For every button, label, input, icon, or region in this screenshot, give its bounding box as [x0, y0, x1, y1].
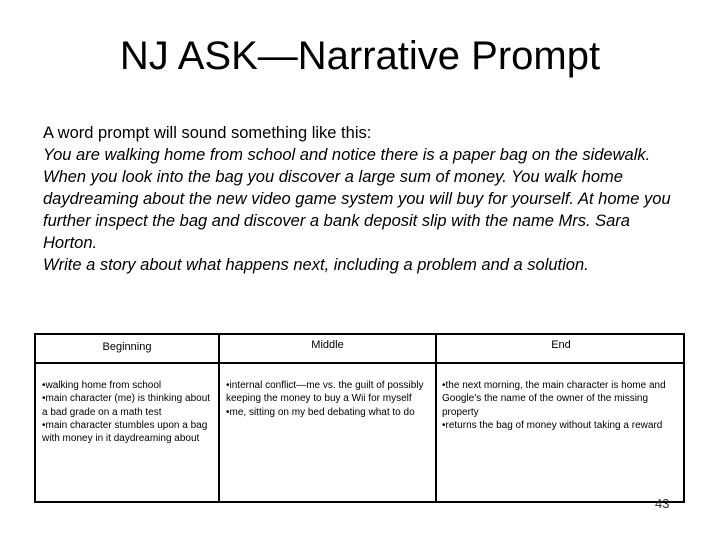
- header-end: End: [551, 339, 571, 351]
- list-item: • main character stumbles upon a bag with money in it daydreaming about: [42, 419, 212, 446]
- list-item: • the next morning, the main character is home and Google’s the name of the owner of the missing property: [442, 379, 678, 419]
- prompt-intro: A word prompt will sound something like this:: [43, 124, 372, 142]
- list-item: • returns the bag of money without taking a reward: [442, 419, 678, 432]
- beginning-notes: [42, 379, 212, 445]
- prompt-instruction: Write a story about what happens next, including a problem and a solution.: [43, 256, 589, 274]
- column-divider: [435, 335, 437, 501]
- list-item: • walking home from school: [42, 379, 212, 392]
- list-item: • me, sitting on my bed debating what to do: [226, 406, 431, 419]
- header-middle: Middle: [311, 339, 344, 351]
- middle-notes: [226, 379, 431, 419]
- header-divider: [36, 362, 683, 364]
- header-beginning: Beginning: [102, 341, 152, 353]
- prompt-text: [43, 122, 683, 276]
- page-number: 43: [655, 496, 670, 511]
- list-item: • main character (me) is thinking about a bad grade on a math test: [42, 392, 212, 419]
- prompt-body: You are walking home from school and notice there is a paper bag on the sidewalk. When you look into the bag you discover a large sum of money. You walk home daydreaming about the new video game system you will buy for yourself. At home you further inspect the bag and discover a bank deposit slip with the name Mrs. Sara Horton.: [43, 146, 671, 252]
- slide-title: NJ ASK—Narrative Prompt: [119, 34, 601, 78]
- story-organizer-table: [34, 333, 685, 503]
- list-item: • internal conflict—me vs. the guilt of possibly keeping the money to buy a Wii for myself: [226, 379, 431, 406]
- end-notes: [442, 379, 678, 432]
- column-divider: [218, 335, 220, 501]
